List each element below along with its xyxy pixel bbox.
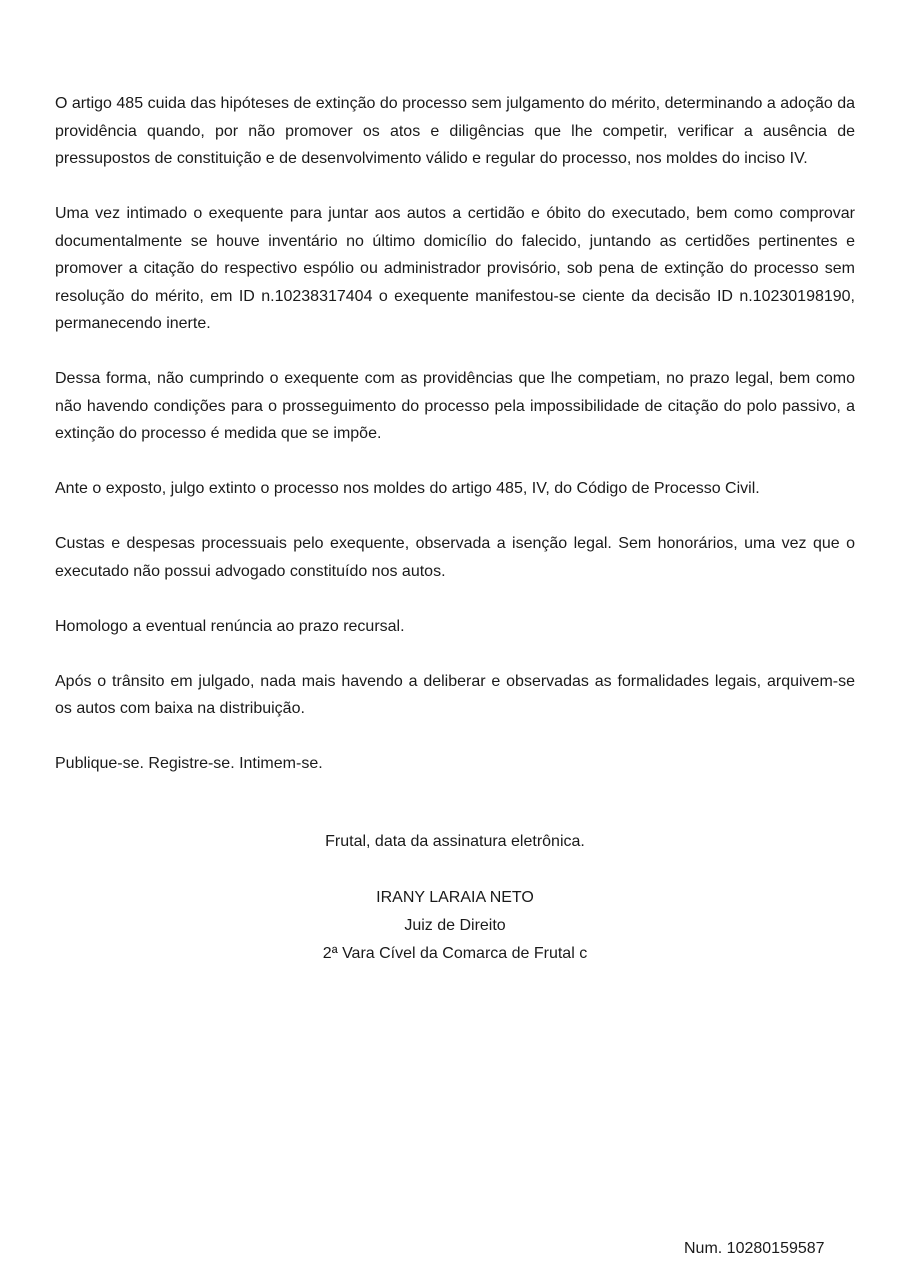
- judge-title: Juiz de Direito: [404, 917, 506, 934]
- paragraph-conclusion: Dessa forma, não cumprindo o exequente com as providências que lhe competiam, no prazo legal, bem como não havendo condições para o prosseguimento do processo pela impossibilidade de citação do polo passivo, a extinção do processo é medida que se impõe.: [55, 370, 855, 442]
- paragraph-costs: Custas e despesas processuais pelo exequente, observada a isenção legal. Sem honorários, uma vez que o executado não possui advogado constituído nos autos.: [55, 535, 855, 580]
- paragraph-waiver: Homologo a eventual renúncia ao prazo recursal.: [55, 617, 405, 635]
- paragraph-publish: Publique-se. Registre-se. Intimem-se.: [55, 755, 323, 772]
- place-date: Frutal, data da assinatura eletrônica.: [325, 833, 585, 850]
- paragraph-ruling: Ante o exposto, julgo extinto o processo nos moldes do artigo 485, IV, do Código de Processo Civil.: [55, 480, 760, 497]
- paragraph-archive: Após o trânsito em julgado, nada mais havendo a deliberar e observadas as formalidades legais, arquivem-se os autos com baixa na distribuição.: [55, 672, 855, 717]
- document-body: [55, 90, 855, 805]
- paragraph-intimation: Uma vez intimado o exequente para juntar aos autos a certidão e óbito do executado, bem como comprovar documentalmente se houve inventário no último domicílio do falecido, juntando as certidões pertinentes e promover a citação do respectivo espólio ou administrador provisório, sob pena de extinção do processo sem resolução do mérito, em ID n.10238317404 o exequente manifestou-se ciente da decisão ID n.10230198190, permanecendo inerte.: [55, 205, 855, 332]
- signature-block: [0, 884, 910, 968]
- paragraph-article-485: O artigo 485 cuida das hipóteses de extinção do processo sem julgamento do mérito, determinando a adoção da providência quando, por não promover os atos e diligências que lhe competir, verificar a ausência de pressupostos de constituição e de desenvolvimento válido e regular do processo, nos moldes do inciso IV.: [55, 95, 855, 167]
- court-name: 2ª Vara Cível da Comarca de Frutal c: [322, 945, 588, 962]
- document-number: Num. 10280159587: [684, 1240, 825, 1257]
- judge-name: IRANY LARAIA NETO: [376, 889, 534, 906]
